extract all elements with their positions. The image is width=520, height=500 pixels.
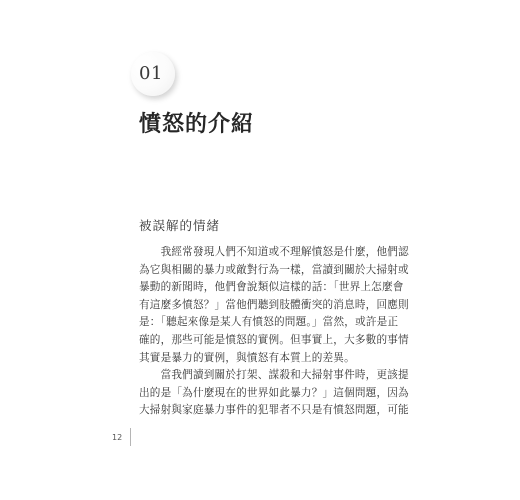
body-line: 其實是暴力的實例，與憤怒有本質上的差異。 — [139, 351, 355, 364]
body-line: 當我們讀到關於打架、謀殺和大掃射事件時，更該提 — [139, 369, 409, 382]
body-line: 大掃射與家庭暴力事件的犯罪者不只是有憤怒問題，可能 — [139, 404, 409, 417]
body-line: 出的是「為什麼現在的世界如此暴力？」這個問題，因為 — [139, 386, 409, 399]
body-line: 有這麼多憤怒？」當他們聽到肢體衝突的消息時，回應則 — [139, 298, 409, 311]
body-line: 確的，那些可能是憤怒的實例。但事實上，大多數的事情 — [139, 333, 409, 346]
page-number-divider — [130, 428, 131, 446]
chapter-number: 01 — [139, 63, 163, 84]
body-line: 為它與相關的暴力或敵對行為一樣，當讀到關於大掃射或 — [139, 263, 409, 276]
page-footer — [112, 427, 131, 447]
body-text — [139, 244, 409, 420]
body-line: 暴動的新聞時，他們會說類似這樣的話：「世界上怎麼會 — [139, 281, 404, 294]
body-line: 是：「聽起來像是某人有憤怒的問題。」當然，或許是正 — [139, 316, 399, 329]
chapter-title: 憤怒的介紹 — [139, 111, 255, 137]
body-line: 我經常發現人們不知道或不理解憤怒是什麼，他們認 — [139, 246, 409, 258]
page-number: 12 — [112, 432, 123, 442]
section-heading: 被誤解的情緒 — [139, 218, 221, 233]
